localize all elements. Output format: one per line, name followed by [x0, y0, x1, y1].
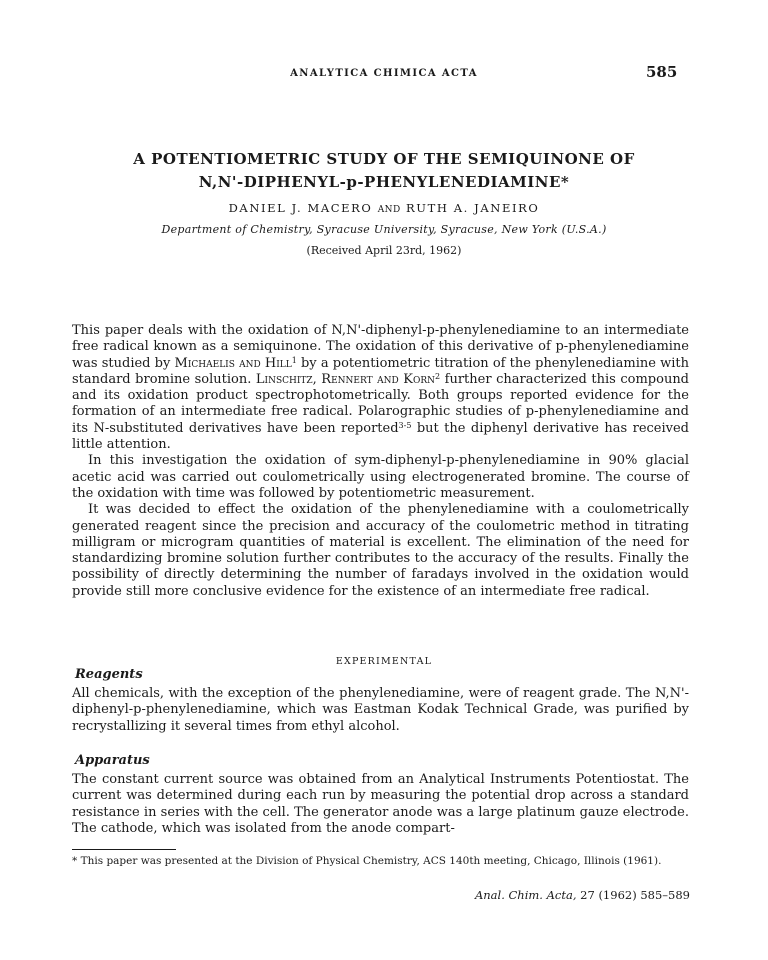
text-run: This paper deals with the oxidation of N,N'-diphenyl-p-phenylenediamine to an intermediate free radical known as a semiquinone. The oxidation of this derivative of p-phenylenediamine was studied by [72, 323, 689, 371]
footnote-divider [72, 849, 176, 850]
author-affiliation: Department of Chemistry, Syracuse University, Syracuse, New York (U.S.A.) [161, 223, 607, 236]
paragraph: It was decided to effect the oxidation of the phenylenediamine with a coulometrically generated reagent since the precision and accuracy of the coulometric method in titrating milligram or microgram quantities of material is excellent. The elimination of the need for standardizing bromine solution further contributes to the accuracy of the results. Finally the possibility of directly determining the number of faradays involved in the oxidation would provide still more conclusive evidence for the existence of an intermediate free radical. [72, 502, 689, 599]
article-title-line-1: A POTENTIOMETRIC STUDY OF THE SEMIQUINONE OF [133, 150, 635, 168]
subsection-heading: Apparatus [75, 753, 150, 768]
reference-authors: Michaelis and Hill [174, 355, 292, 371]
author-line [0, 201, 768, 215]
author-conjunction: AND [377, 205, 401, 215]
paragraph: In this investigation the oxidation of sym-diphenyl-p-phenylenediamine in 90% glacial acetic acid was carried out coulometrically using electrogenerated bromine. The course of the oxidation with time was followed by potentiometric measurement. [72, 453, 689, 501]
paragraph [72, 323, 689, 453]
text-run: by a potentiometric titration of the phenylenediamine with standard bromine solution. [72, 355, 689, 387]
article-title [0, 148, 768, 194]
reagents-paragraph: All chemicals, with the exception of the phenylenediamine, were of reagent grade. The N,N'-diphenyl-p-phenylenediamine, which was Eastman Kodak Technical Grade, was purified by recrystallizing it several times from ethyl alcohol. [72, 686, 689, 734]
introduction [72, 323, 689, 600]
footnote: * This paper was presented at the Division of Physical Chemistry, ACS 140th meeting, Chicago, Illinois (1961). [72, 855, 662, 867]
text-run: but the diphenyl derivative has received little attention. [72, 420, 690, 453]
article-title-line-2: N,N'-DIPHENYL-p-PHENYLENEDIAMINE* [198, 173, 570, 191]
running-title: ANALYTICA CHIMICA ACTA [290, 68, 478, 79]
section-heading: EXPERIMENTAL [335, 656, 433, 667]
reference-number: 1 [291, 355, 297, 365]
page-number: 585 [646, 63, 678, 81]
journal-name: Anal. Chim. Acta, [474, 888, 577, 902]
author-name: RUTH A. JANEIRO [406, 201, 540, 215]
reference-number: 2 [435, 371, 441, 381]
subsection-heading: Reagents [75, 667, 143, 682]
apparatus-paragraph: The constant current source was obtained from an Analytical Instruments Potentiostat. The current was determined during each run by measuring the potential drop across a standard resistance in series with the cell. The generator anode was a large platinum gauze electrode. The cathode, which was isolated from the anode compart- [72, 772, 689, 836]
text-run: further characterized this compound and its oxidation product spectrophotometrically. Both groups reported evidence for the formation of an intermediate free radical. Polarographic studies of p-phenylenediamine and its N-substituted derivatives have been reported [72, 371, 690, 436]
citation-details: 27 (1962) 585–589 [580, 888, 690, 902]
reference-authors: Linschitz, Rennert and Korn [255, 371, 436, 387]
author-name: DANIEL J. MACERO [228, 201, 373, 215]
reference-number: 3-5 [398, 420, 412, 430]
journal-citation [475, 888, 690, 902]
received-date: (Received April 23rd, 1962) [306, 244, 462, 257]
